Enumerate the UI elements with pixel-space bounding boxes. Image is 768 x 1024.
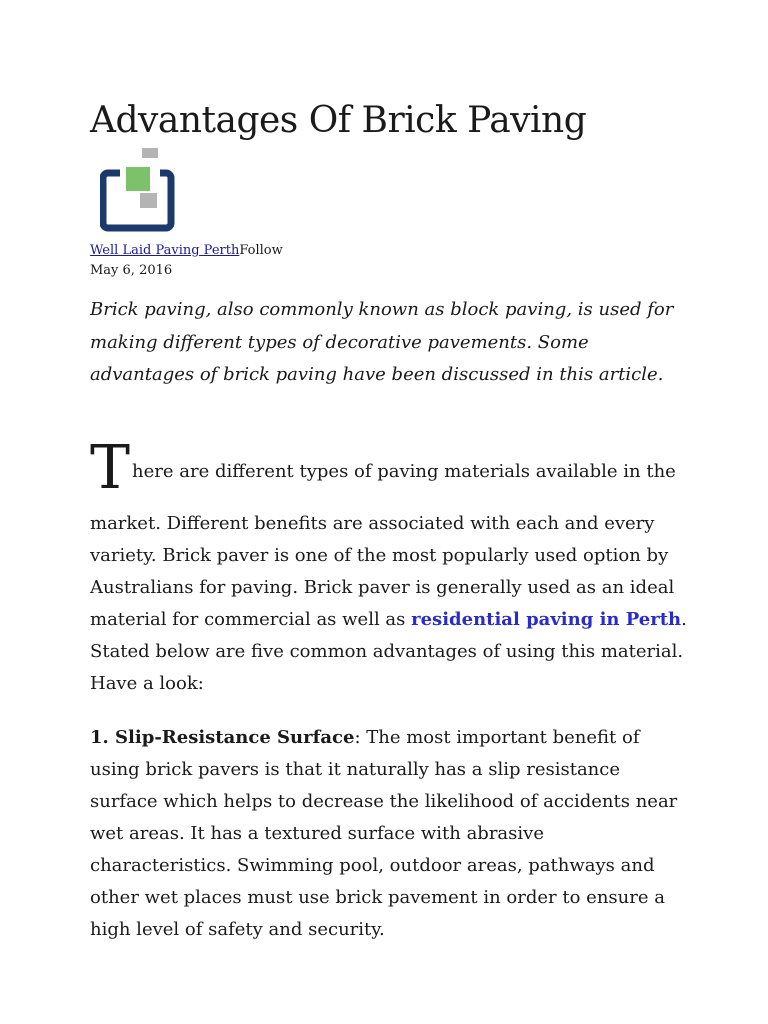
follow-button[interactable]: Follow [239,243,283,258]
byline [90,242,283,260]
article-title: Advantages Of Brick Paving [90,100,587,141]
paragraph-2-text: : The most important benefit of using brick pavers is that it naturally has a slip resistance surface which helps to decrease the likelihood of accidents near wet areas. It has a textured surface with abrasive characteristics. Swimming pool, outdoor areas, pathways and other wet places must use brick pavement in order to ensure a high level of safety and security. [90,727,678,940]
dropcap-line [90,433,690,503]
article-intro: Brick paving, also commonly known as block paving, is used for making different types of decorative pavements. Some advantages of brick paving have been discussed in this article. [90,299,674,385]
residential-paving-link[interactable]: residential paving in Perth [411,609,682,630]
publish-date: May 6, 2016 [90,263,173,278]
dropcap-line-text: here are different types of paving materials available in the [132,461,676,482]
logo-square-green [126,167,150,191]
paragraph-1-body [90,508,690,700]
paragraph-1-text-b: . Stated below are five common advantages of using this material. Have a look: [90,609,687,694]
logo-square-bottom [140,193,157,208]
paragraph-2 [90,722,690,946]
author-logo-icon[interactable] [100,148,180,232]
paragraph-2-heading: 1. Slip-Resistance Surface [90,727,355,748]
author-link[interactable]: Well Laid Paving Perth [90,243,240,258]
paragraph-1 [90,433,690,700]
paragraph-1-text-a: market. Different benefits are associated with each and every variety. Brick paver is one of the most popularly used option by Australians for paving. Brick paver is generally used as an ideal material for commercial as well as [90,513,675,630]
dropcap-letter: T [90,433,131,503]
